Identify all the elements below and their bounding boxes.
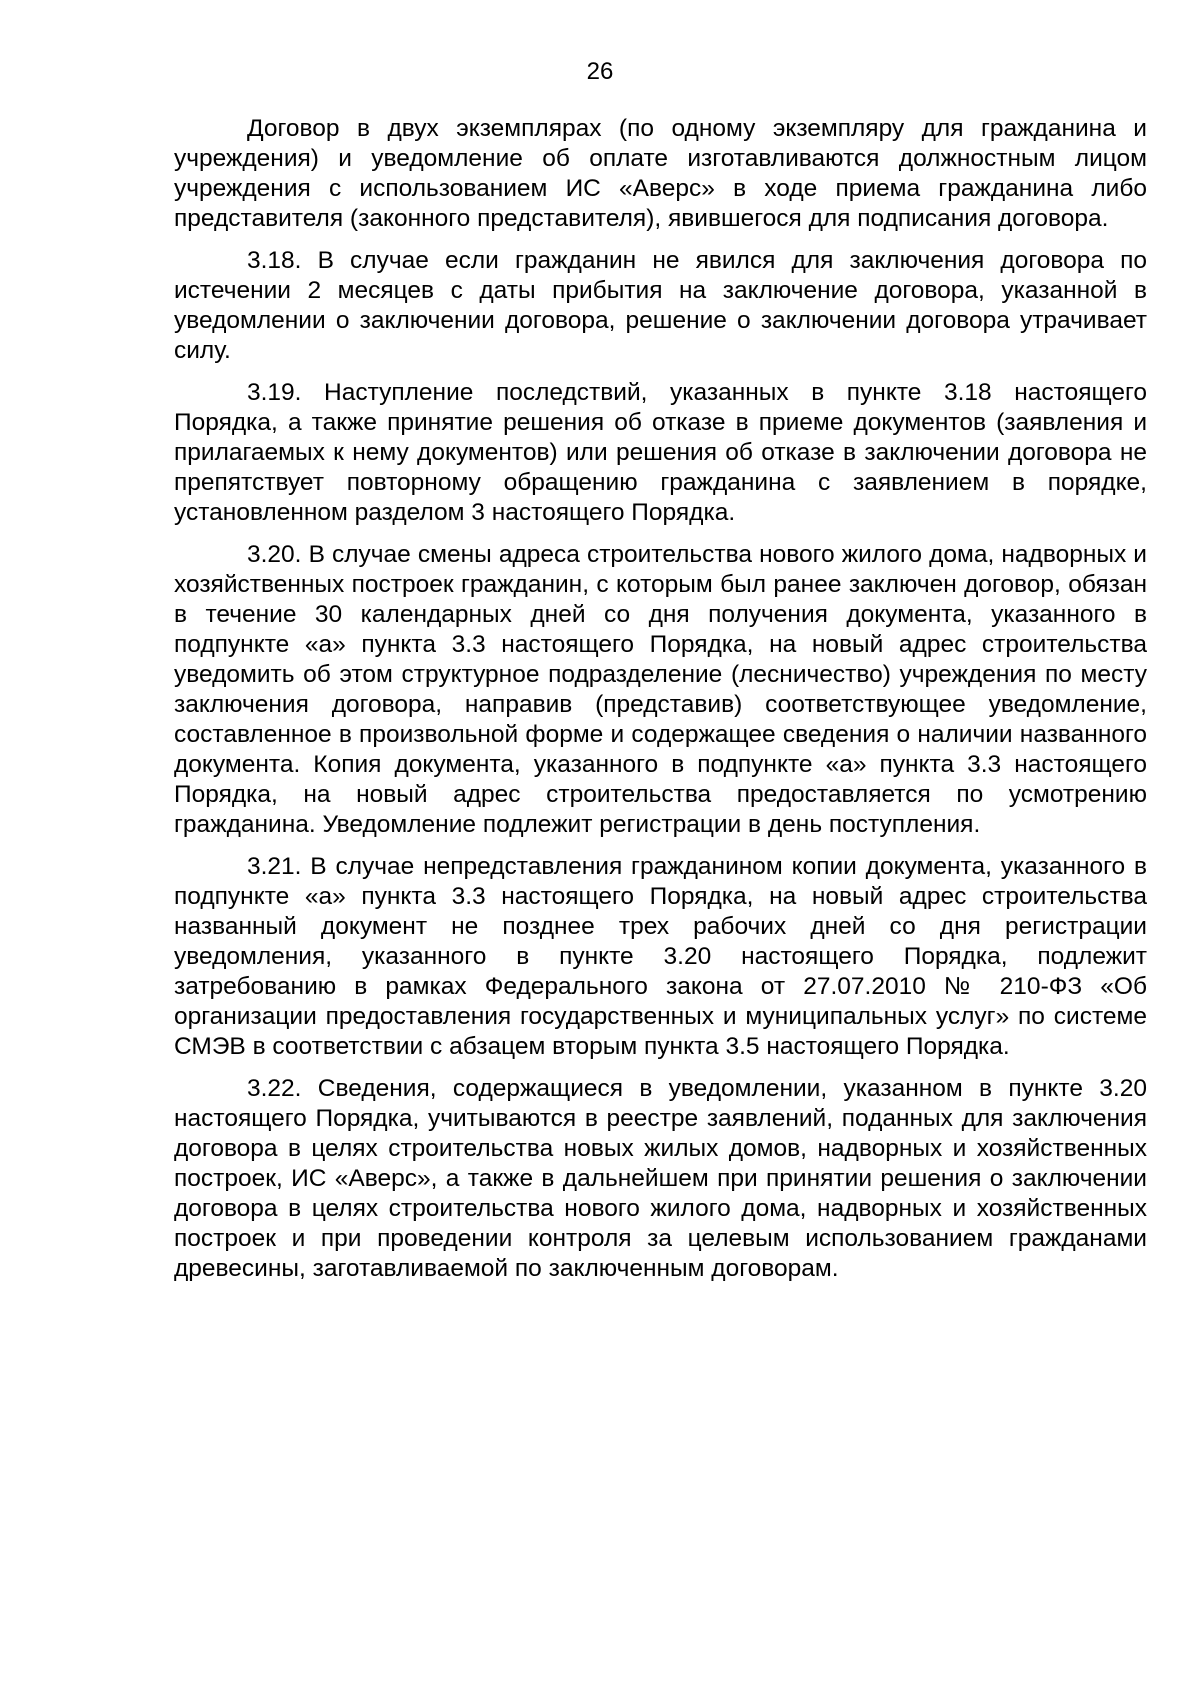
paragraph-3-22: 3.22. Сведения, содержащиеся в уведомлении, указанном в пункте 3.20 настоящего Порядка, учитываются в реестре заявлений, поданных для заключения договора в целях строительства новых жилых домов, надворных и хозяйственных построек, ИС «Аверс», а также в дальнейшем при принятии решения о заключении договора в целях строительства нового жилого дома, надворных и хозяйственных построек и при проведении контроля за целевым использованием гражданами древесины, заготавливаемой по заключенным договорам. — [174, 1075, 1147, 1282]
paragraph-3-19: 3.19. Наступление последствий, указанных в пункте 3.18 настоящего Порядка, а также принятие решения об отказе в приеме документов (заявления и прилагаемых к нему документов) или решения об отказе в заключении договора не препятствует повторному обращению гражданина с заявлением в порядке, установленном разделом 3 настоящего Порядка. — [174, 379, 1147, 526]
paragraph-3-20: 3.20. В случае смены адреса строительства нового жилого дома, надворных и хозяйственных построек гражданин, с которым был ранее заключен договор, обязан в течение 30 календарных дней со дня получения документа, указанного в подпункте «а» пункта 3.3 настоящего Порядка, на новый адрес строительства уведомить об этом структурное подразделение (лесничество) учреждения по месту заключения договора, направив (представив) соответствующее уведомление, составленное в произвольной форме и содержащее сведения о наличии названного документа. Копия документа, указанного в подпункте «а» пункта 3.3 настоящего Порядка, на новый адрес строительства предоставляется по усмотрению гражданина. Уведомление подлежит регистрации в день поступления. — [174, 541, 1147, 838]
page-number: 26 — [586, 58, 614, 85]
paragraph-3-18: 3.18. В случае если гражданин не явился для заключения договора по истечении 2 месяцев с даты прибытия на заключение договора, указанной в уведомлении о заключении договора, решение о заключении договора утрачивает силу. — [174, 247, 1147, 364]
document-body — [174, 114, 1147, 1296]
paragraph-3-21: 3.21. В случае непредставления гражданином копии документа, указанного в подпункте «а» пункта 3.3 настоящего Порядка, на новый адрес строительства названный документ не позднее трех рабочих дней со дня регистрации уведомления, указанного в пункте 3.20 настоящего Порядка, подлежит затребованию в рамках Федерального закона от 27.07.2010 № 210-ФЗ «Об организации предоставления государственных и муниципальных услуг» по системе СМЭВ в соответствии с абзацем вторым пункта 3.5 настоящего Порядка. — [174, 853, 1147, 1060]
paragraph-contract-copies: Договор в двух экземплярах (по одному экземпляру для гражданина и учреждения) и уведомление об оплате изготавливаются должностным лицом учреждения с использованием ИС «Аверс» в ходе приема гражданина либо представителя (законного представителя), явившегося для подписания договора. — [174, 115, 1147, 232]
